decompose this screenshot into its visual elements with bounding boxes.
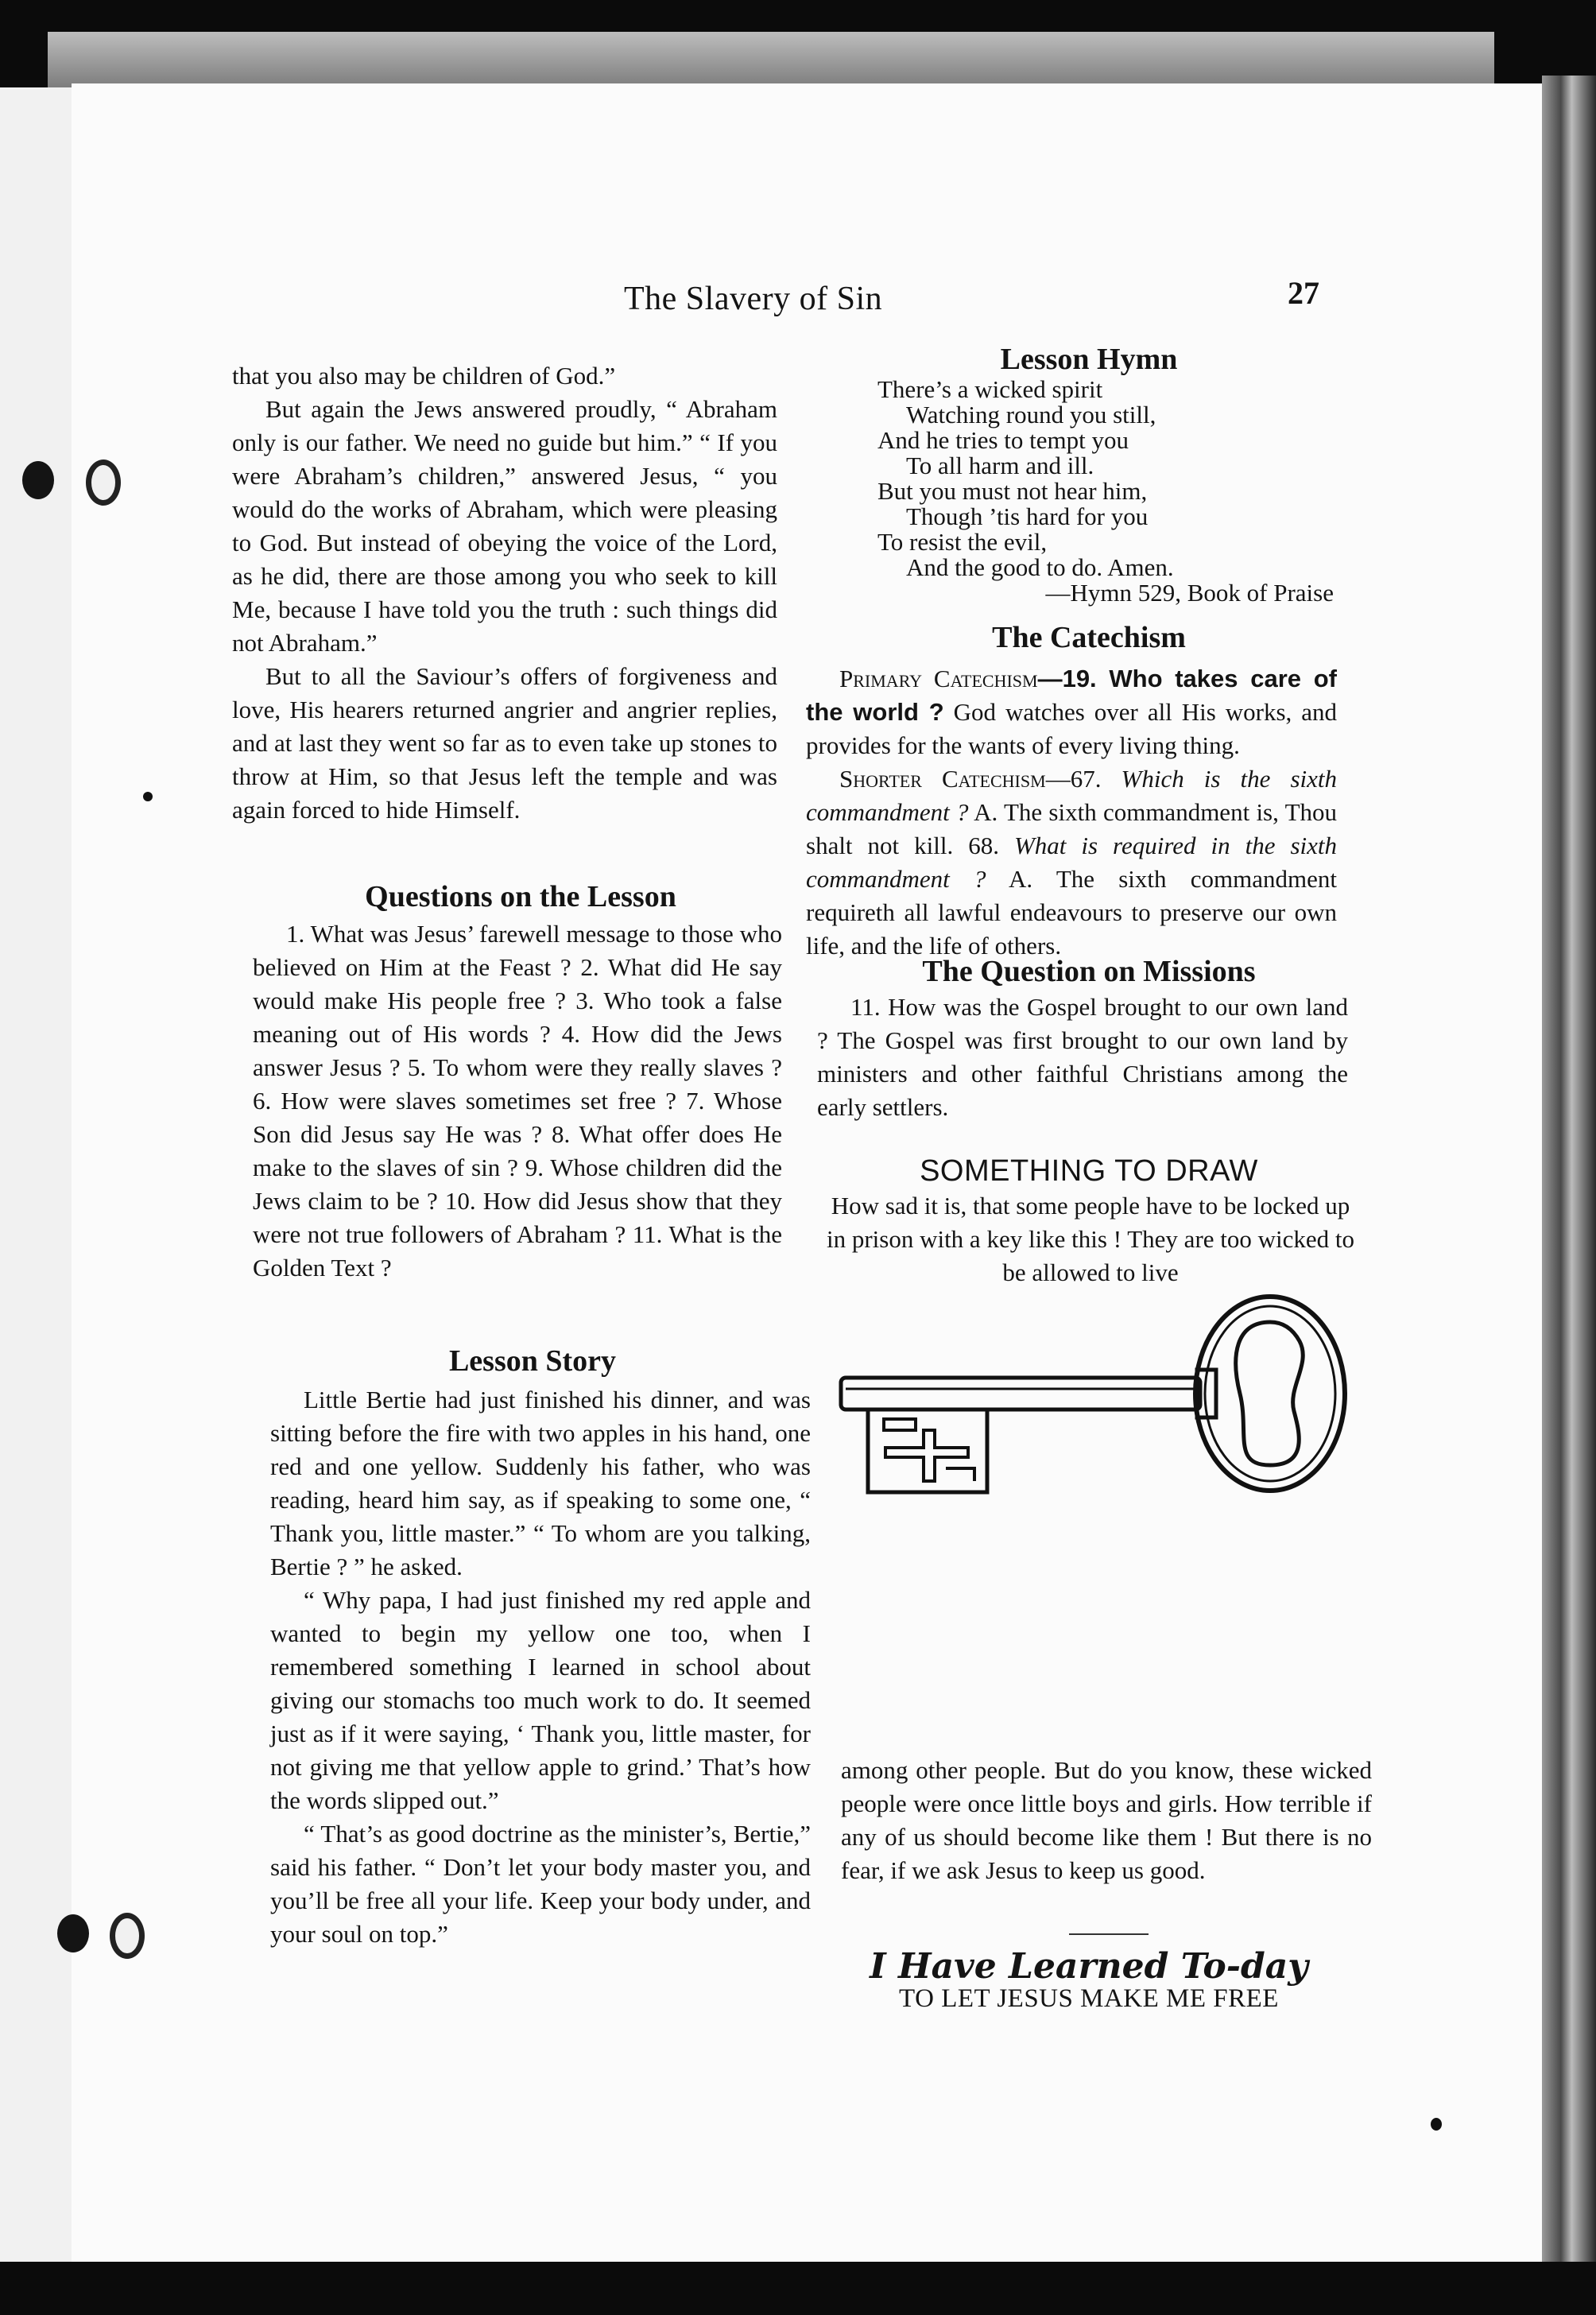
questions-heading: Questions on the Lesson bbox=[365, 880, 676, 913]
hymn-line: But you must not hear him, bbox=[877, 477, 1148, 505]
paragraph: But to all the Saviour’s offers of forgiveness and love, His hearers returned angrier and angrier replies, and at last they went so far as to even take up stones to throw at Him, so that Jesus left the temple and was again forced to hide Himself. bbox=[232, 662, 777, 824]
learned-title: I Have Learned To-day bbox=[870, 1946, 1308, 1987]
paragraph: But again the Jews answered proudly, “ Abraham only is our father. We need no guide but him.” “ If you were Abraham’s children,” answered Jesus, “ you would do the works of Abraham, which were pleasing to God. But instead of obeying the voice of the Lord, as he did, there are those among you who seek to kill Me, because I have told you the truth : such things did not Abraham.” bbox=[232, 395, 777, 657]
primary-catechism bbox=[806, 662, 1337, 762]
binding-ring-icon bbox=[110, 1913, 145, 1959]
draw-intro: How sad it is, that some people have to be locked up in prison with a key like this ! They are too wicked to be allowed to live bbox=[826, 1192, 1355, 1286]
shorter-catechism bbox=[806, 762, 1337, 963]
hymn-line: There’s a wicked spirit bbox=[877, 375, 1103, 403]
left-column-text bbox=[232, 359, 777, 827]
shorter-answer: A. The sixth commandment is, Thou shalt not kill. bbox=[806, 798, 1337, 859]
primary-answer: God watches over all His works, and provides for the wants of every living thing. bbox=[806, 698, 1337, 759]
scan-top-edge bbox=[48, 32, 1494, 87]
binding-hole-icon bbox=[22, 461, 54, 499]
paragraph: that you also may be children of God.” bbox=[232, 362, 616, 390]
hymn-line: Though ’tis hard for you bbox=[906, 502, 1149, 530]
speck-mark bbox=[1431, 2118, 1442, 2131]
shorter-answer: A. The sixth commandment requireth all lawful endeavours to preserve our own life, and the life of others. bbox=[806, 865, 1337, 960]
catechism-text bbox=[806, 662, 1337, 963]
shorter-question: What is required in the sixth commandment ? bbox=[806, 832, 1338, 893]
hymn-verse bbox=[877, 377, 1338, 606]
scan-bottom-border bbox=[0, 2262, 1596, 2315]
hymn-line: Watching round you still, bbox=[906, 401, 1156, 428]
paragraph: 11. How was the Gospel brought to our own land ? The Gospel was first brought to our own land by ministers and other faithful Christians among the early settlers. bbox=[817, 993, 1348, 1121]
running-head: The Slavery of Sin bbox=[624, 281, 883, 317]
story-text bbox=[270, 1383, 811, 1951]
hymn-line: To all harm and ill. bbox=[906, 452, 1094, 479]
hymn-line: And he tries to tempt you bbox=[877, 426, 1129, 454]
primary-question: —19. Who takes care of the world ? bbox=[806, 665, 1337, 726]
paragraph: “ Why papa, I had just finished my red apple and wanted to begin my yellow one too, when I remembered something I learned in school about giving our stomachs too much work to do. It seemed just as if it were saying, ‘ Thank you, little master, for not giving me that yellow apple to grind.’ That’s how the words slipped out.” bbox=[270, 1586, 811, 1814]
paragraph: Little Bertie had just finished his dinner, and was sitting before the fire with two apples in his hand, one red and one yellow. Suddenly his father, who was reading, heard him say, as if speaking to some one, “ Thank you, little master.” “ To whom are you talking, Bertie ? ” he asked. bbox=[270, 1386, 811, 1580]
paragraph: among other people. But do you know, these wicked people were once little boys and girls. How terrible if any of us should become like them ! But there is no fear, if we ask Jesus to keep us good. bbox=[841, 1756, 1372, 1884]
questions-text bbox=[253, 917, 782, 1285]
key-icon bbox=[835, 1292, 1359, 1506]
draw-heading: SOMETHING TO DRAW bbox=[920, 1154, 1258, 1188]
page-number: 27 bbox=[1288, 275, 1319, 311]
learned-motto: TO LET JESUS MAKE ME FREE bbox=[899, 1984, 1279, 2013]
divider bbox=[1069, 1933, 1149, 1935]
binding-hole-icon bbox=[57, 1914, 89, 1952]
shorter-number: —67. bbox=[1045, 765, 1121, 793]
catechism-heading: The Catechism bbox=[992, 621, 1186, 654]
shorter-label: Shorter Catechism bbox=[839, 765, 1046, 793]
binding-ring-icon bbox=[86, 460, 121, 506]
paragraph: “ That’s as good doctrine as the minister’s, Bertie,” said his father. “ Don’t let your body master you, and you’ll be free all your life. Keep your body under, and your soul on top.” bbox=[270, 1820, 811, 1948]
primary-label: Primary Catechism bbox=[839, 665, 1038, 692]
draw-continuation-text bbox=[841, 1754, 1372, 1887]
hymn-source: —Hymn 529, Book of Praise bbox=[1045, 579, 1334, 607]
paragraph: 1. What was Jesus’ farewell message to those who believed on Him at the Feast ? 2. What did He say would make His people free ? 3. Who took a false meaning out of His words ? 4. How did the Jews answer Jesus ? 5. To whom were they really slaves ? 6. How were slaves sometimes set free ? 7. Whose Son did Jesus say He was ? 8. What offer does He make to the slaves of sin ? 9. Whose children did the Jews claim to be ? 10. How did Jesus show that they were not true followers of Abraham ? 11. What is the Golden Text ? bbox=[253, 920, 782, 1282]
shorter-number: 68. bbox=[968, 832, 1014, 859]
speck-mark bbox=[143, 792, 153, 801]
hymn-line: And the good to do. Amen. bbox=[906, 553, 1174, 581]
missions-text bbox=[817, 991, 1348, 1124]
hymn-heading: Lesson Hymn bbox=[1000, 343, 1178, 376]
shorter-question: Which is the sixth commandment ? bbox=[806, 765, 1338, 826]
book-spine-edge bbox=[1542, 76, 1596, 2262]
story-heading: Lesson Story bbox=[448, 1344, 617, 1378]
hymn-line: To resist the evil, bbox=[877, 528, 1048, 556]
missions-heading: The Question on Missions bbox=[922, 955, 1256, 988]
